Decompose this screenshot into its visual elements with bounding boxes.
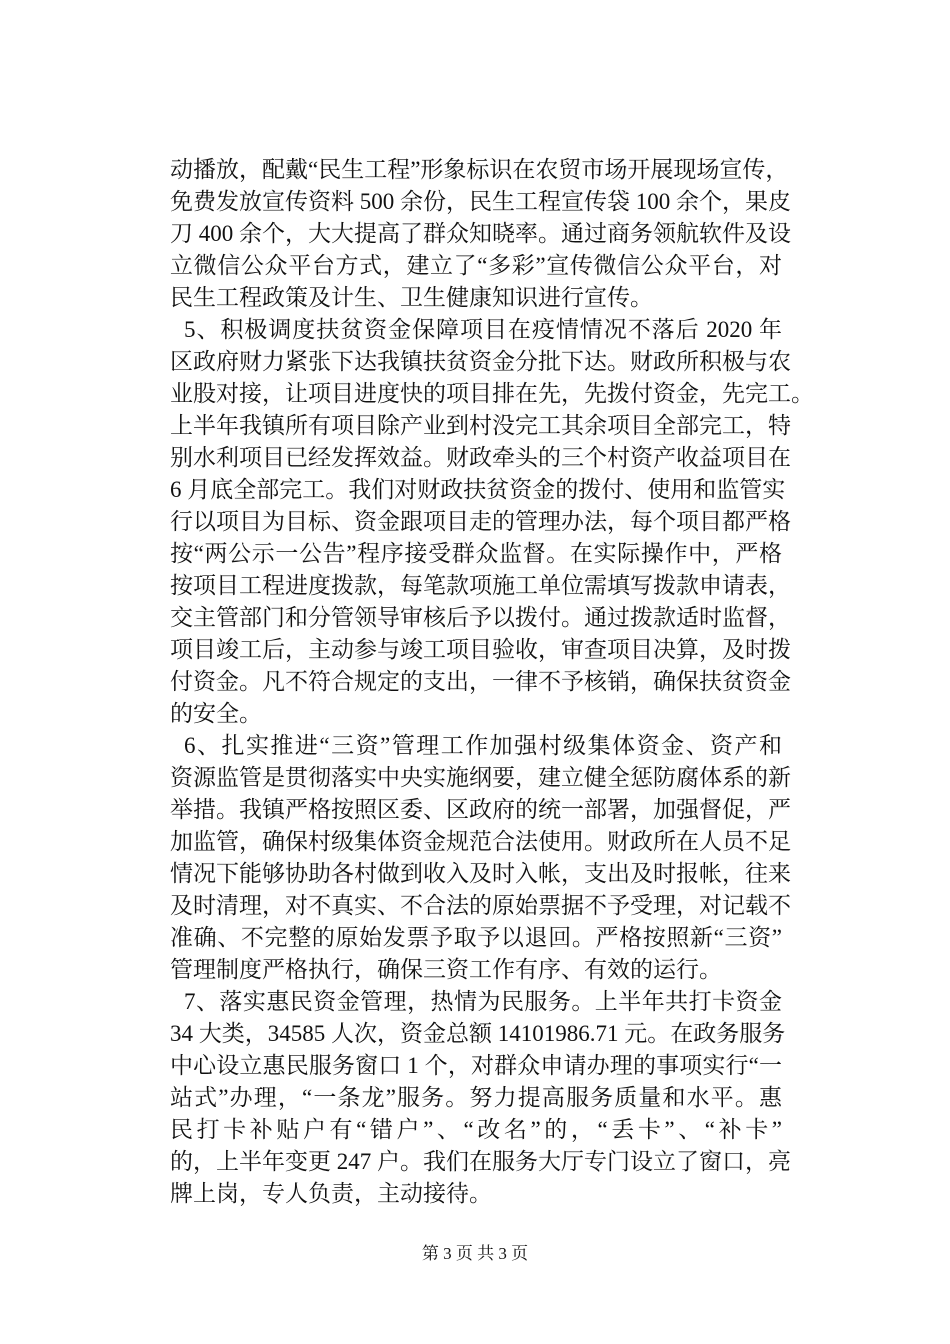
text-line: 别水利项目已经发挥效益。财政牵头的三个村资产收益项目在: [170, 445, 791, 470]
text-line: 管理制度严格执行，确保三资工作有序、有效的运行。: [170, 957, 722, 982]
text-line: 的，上半年变更 247 户。我们在服务大厅专门设立了窗口，亮: [170, 1149, 791, 1174]
text-line: 交主管部门和分管领导审核后予以拨付。通过拨款适时监督，: [170, 605, 791, 630]
text-line: 付资金。凡不符合规定的支出，一律不予核销，确保扶贫资金: [170, 669, 791, 694]
text-line: 加监管，确保村级集体资金规范合法使用。财政所在人员不足: [170, 829, 791, 854]
text-line: 行以项目为目标、资金跟项目走的管理办法，每个项目都严格: [170, 509, 791, 534]
text-line: 6 月底全部完工。我们对财政扶贫资金的拨付、使用和监管实: [170, 477, 786, 502]
text-line: 上半年我镇所有项目除产业到村没完工其余项目全部完工，特: [170, 413, 791, 438]
text-line: 刀 400 余个，大大提高了群众知晓率。通过商务领航软件及设: [170, 221, 791, 246]
page-footer: 第 3 页 共 3 页: [421, 1244, 529, 1263]
text-line: 7、落实惠民资金管理，热情为民服务。上半年共打卡资金: [184, 989, 782, 1014]
text-line: 资源监管是贯彻落实中央实施纲要，建立健全惩防腐体系的新: [170, 765, 791, 790]
text-line: 免费发放宣传资料 500 余份，民生工程宣传袋 100 余个，果皮: [170, 189, 791, 214]
text-line: 中心设立惠民服务窗口 1 个，对群众申请办理的事项实行“一: [170, 1053, 782, 1078]
text-line: 项目竣工后，主动参与竣工项目验收，审查项目决算，及时拨: [170, 637, 791, 662]
text-line: 动播放，配戴“民生工程”形象标识在农贸市场开展现场宣传，: [170, 157, 789, 182]
text-line: 民打卡补贴户有“错户”、“改名”的，“丢卡”、“补卡”: [170, 1117, 782, 1142]
document-body: [170, 154, 814, 1210]
text-line: 34 大类，34585 人次，资金总额 14101986.71 元。在政务服务: [170, 1021, 786, 1046]
text-line: 业股对接，让项目进度快的项目排在先，先拨付资金，先完工。: [170, 381, 814, 406]
text-line: 举措。我镇严格按照区委、区政府的统一部署，加强督促，严: [170, 797, 791, 822]
text-line: 5、积极调度扶贫资金保障项目在疫情情况不落后 2020 年: [184, 317, 782, 342]
text-line: 及时清理，对不真实、不合法的原始票据不予受理，对记载不: [170, 893, 791, 918]
text-line: 民生工程政策及计生、卫生健康知识进行宣传。: [170, 285, 653, 310]
text-line: 立微信公众平台方式，建立了“多彩”宣传微信公众平台，对: [170, 253, 782, 278]
text-line: 站式”办理，“一条龙”服务。努力提高服务质量和水平。惠: [170, 1085, 782, 1110]
text-line: 情况下能够协助各村做到收入及时入帐，支出及时报帐，往来: [170, 861, 791, 886]
text-line: 区政府财力紧张下达我镇扶贫资金分批下达。财政所积极与农: [170, 349, 791, 374]
text-line: 按“两公示一公告”程序接受群众监督。在实际操作中，严格: [170, 541, 782, 566]
text-line: 按项目工程进度拨款，每笔款项施工单位需填写拨款申请表，: [170, 573, 791, 598]
text-line: 6、扎实推进“三资”管理工作加强村级集体资金、资产和: [184, 733, 782, 758]
text-line: 牌上岗，专人负责，主动接待。: [170, 1181, 492, 1206]
text-line: 的安全。: [170, 701, 262, 726]
text-line: 准确、不完整的原始发票予取予以退回。严格按照新“三资”: [170, 925, 782, 950]
